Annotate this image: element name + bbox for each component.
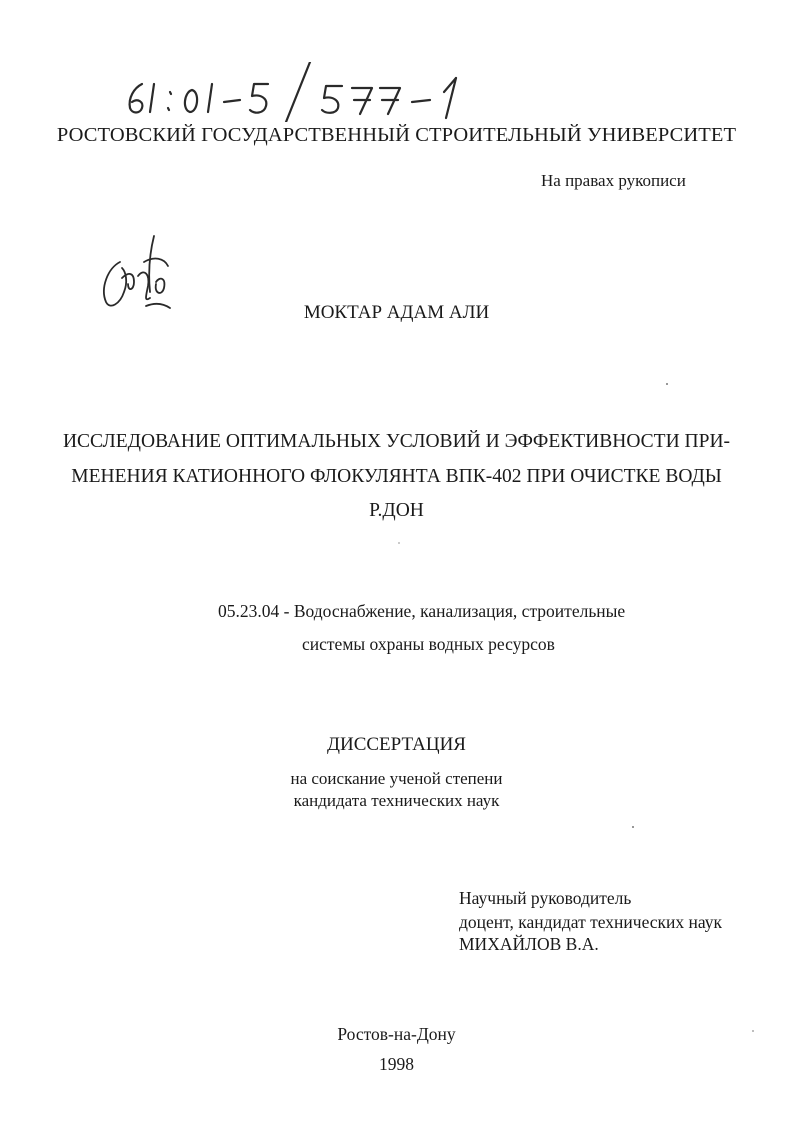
supervisor-line: доцент, кандидат технических наук <box>459 912 723 932</box>
handwritten-archive-code <box>120 62 520 122</box>
specialty-code-line: системы охраны водных ресурсов <box>302 634 555 654</box>
supervisor-line: Научный руководитель <box>459 888 632 908</box>
document-type: ДИССЕРТАЦИЯ <box>327 734 466 755</box>
year: 1998 <box>379 1054 414 1074</box>
degree-line: на соискание ученой степени <box>290 769 503 788</box>
degree-line: кандидата технических наук <box>293 791 500 810</box>
city: Ростов-на-Дону <box>337 1024 456 1044</box>
specialty-code-line: 05.23.04 - Водоснабжение, канализация, строительные <box>218 601 626 621</box>
scan-speck <box>398 542 400 544</box>
dissertation-title-line: МЕНЕНИЯ КАТИОННОГО ФЛОКУЛЯНТА ВПК-402 ПРИ ОЧИСТКЕ ВОДЫ <box>71 466 722 487</box>
scan-speck <box>752 1030 754 1032</box>
scan-speck <box>632 826 634 828</box>
university-name: РОСТОВСКИЙ ГОСУДАРСТВЕННЫЙ СТРОИТЕЛЬНЫЙ УНИВЕРСИТЕТ <box>56 124 737 146</box>
author-name: МОКТАР АДАМ АЛИ <box>303 302 490 323</box>
dissertation-title-line: Р.ДОН <box>369 500 424 521</box>
dissertation-title-line: ИССЛЕДОВАНИЕ ОПТИМАЛЬНЫХ УСЛОВИЙ И ЭФФЕКТИВНОСТИ ПРИ- <box>62 431 731 452</box>
manuscript-rights-note: На правах рукописи <box>541 171 686 190</box>
scan-speck <box>666 383 668 385</box>
supervisor-name: МИХАЙЛОВ В.А. <box>459 934 599 954</box>
